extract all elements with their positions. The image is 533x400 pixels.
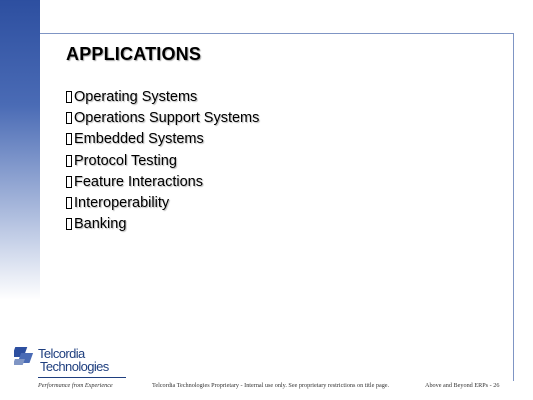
frame-top-rule bbox=[40, 33, 514, 34]
footer-notice: Telcordia Technologies Proprietary - Internal use only. See proprietary restrictions on title page. bbox=[152, 382, 390, 389]
list-item bbox=[66, 86, 259, 107]
footer-page-label: Above and Beyond ERPs - 26 bbox=[425, 382, 500, 389]
list-item bbox=[66, 107, 259, 128]
bullet-box-icon bbox=[66, 91, 72, 103]
bullet-label: Embedded Systems bbox=[74, 131, 204, 148]
bullet-label: Feature Interactions bbox=[74, 173, 203, 190]
bullet-box-icon bbox=[66, 133, 72, 145]
logo-underline bbox=[38, 377, 126, 378]
bullet-label: Banking bbox=[74, 216, 127, 233]
bullet-box-icon bbox=[66, 176, 72, 188]
logo-wordmark bbox=[38, 347, 109, 373]
bullet-list bbox=[66, 86, 259, 235]
bullet-box-icon bbox=[66, 112, 72, 124]
slide-title: APPLICATIONS bbox=[66, 44, 202, 64]
bullet-box-icon bbox=[66, 197, 72, 209]
frame-right-rule bbox=[513, 33, 514, 381]
list-item bbox=[66, 171, 259, 192]
bullet-box-icon bbox=[66, 155, 72, 167]
list-item bbox=[66, 129, 259, 150]
logo-line-2: Technologies bbox=[40, 359, 109, 374]
telcordia-mark-icon bbox=[14, 345, 40, 367]
bullet-label: Operations Support Systems bbox=[74, 109, 260, 126]
tagline: Performance from Experience bbox=[38, 382, 113, 389]
bullet-label: Interoperability bbox=[74, 195, 170, 212]
bullet-label: Operating Systems bbox=[74, 88, 198, 105]
list-item bbox=[66, 192, 259, 213]
logo-line-1: Telcordia bbox=[38, 346, 85, 361]
list-item bbox=[66, 214, 259, 235]
bullet-box-icon bbox=[66, 218, 72, 230]
bullet-label: Protocol Testing bbox=[74, 152, 177, 169]
sidebar-gradient bbox=[0, 0, 40, 300]
list-item bbox=[66, 150, 259, 171]
